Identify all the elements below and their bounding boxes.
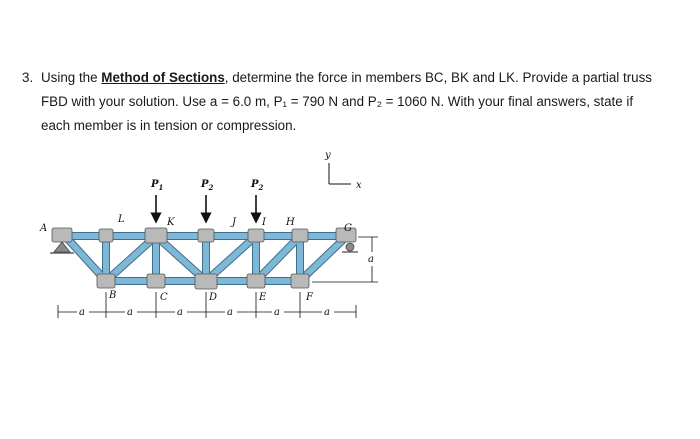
joint-label-i: I	[262, 217, 266, 228]
axis-y-label: y	[325, 150, 331, 161]
line1-prefix: Using the	[41, 70, 102, 85]
spacing-label-6: a	[324, 307, 330, 318]
joint-label-k: K	[167, 217, 175, 228]
spacing-label-3: a	[177, 307, 183, 318]
load-p1-label: $P_1$	[151, 179, 164, 192]
problem-number: 3.	[22, 70, 34, 85]
load-p2-label-2: $P_2$	[251, 179, 264, 192]
load-arrows	[150, 179, 264, 222]
joint-label-g: G	[344, 223, 352, 234]
spacing-label-1: a	[79, 307, 85, 318]
problem-line-3: each member is in tension or compression.	[41, 118, 297, 133]
problem-line-2: FBD with your solution. Use a = 6.0 m, P₁ = 790 N and P₂ = 1060 N. With your final answers, state if	[41, 94, 634, 109]
load-p2-label-1: $P_2$	[201, 179, 214, 192]
joint-label-h: H	[286, 217, 295, 228]
joint-label-a: A	[40, 223, 48, 234]
axis-x-label: x	[356, 180, 362, 191]
joint-label-b: B	[109, 290, 117, 301]
joint-label-f: F	[306, 292, 313, 303]
spacing-label-4: a	[227, 307, 233, 318]
roller-support-icon	[342, 243, 358, 252]
spacing-label-5: a	[274, 307, 280, 318]
line1-suffix: , determine the force in members BC, BK and LK. Provide a partial truss	[224, 70, 653, 85]
joint-label-e: E	[259, 292, 267, 303]
height-label: a	[368, 254, 374, 265]
axes-icon	[324, 150, 362, 191]
joint-label-j: J	[232, 217, 237, 228]
spacing-label-2: a	[127, 307, 133, 318]
joint-label-l: L	[118, 214, 125, 225]
method-of-sections: Method of Sections	[101, 70, 225, 85]
joint-label-c: C	[160, 292, 168, 303]
joint-label-d: D	[209, 292, 218, 303]
